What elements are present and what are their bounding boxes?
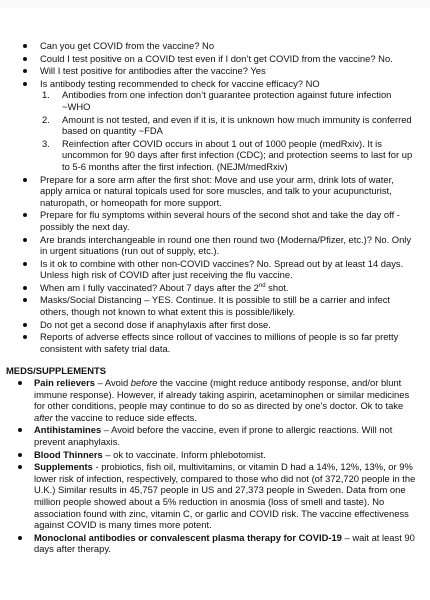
item-text: Reinfection after COVID occurs in about 1 out of 1000 people (medRxiv). It is uncommon for 90 days after first infection (CDC); and protection seems to last for up to 5-6 months after the first infection. (NEJM/medRxiv) xyxy=(62,137,413,172)
faq-item xyxy=(12,65,417,77)
meds-item-text: – wait at least 90 days after therapy. xyxy=(34,531,415,555)
section-heading-meds: MEDS/SUPPLEMENTS xyxy=(6,365,107,377)
meds-item-text: the vaccine to reduce side effects. xyxy=(52,411,197,423)
faq-text: Could I test positive on a COVID test even if I don’t get COVID from the vaccine? No. xyxy=(40,52,393,64)
faq-text: Is it ok to combine with other non-COVID vaccines? No. Spread out by at least 14 days. Unless high risk of COVID after just receiving the flu vaccine. xyxy=(40,257,404,281)
item-text: Antibodies from one infection don’t guarantee protection against future infection ~WHO xyxy=(62,89,392,112)
top-edge xyxy=(0,0,430,8)
faq-text: shot. xyxy=(265,281,289,293)
faq-item xyxy=(12,174,417,209)
faq-text: Is antibody testing recommended to check for vaccine efficacy? NO xyxy=(40,77,320,89)
meds-item-text: – Avoid xyxy=(94,377,131,389)
faq-item xyxy=(12,319,417,331)
meds-list xyxy=(12,377,417,555)
item-number: 2. xyxy=(42,113,50,125)
faq-text: Will I test positive for antibodies after the vaccine? Yes xyxy=(40,65,266,77)
numbered-item xyxy=(40,89,417,112)
faq-list xyxy=(12,40,417,354)
emphasis-before: before xyxy=(130,377,158,389)
faq-text: Prepare for flu symptoms within several hours of the second shot and take the day off - possibly the next day. xyxy=(40,209,400,232)
faq-item xyxy=(12,234,417,257)
faq-item xyxy=(12,40,417,52)
faq-text: When am I fully vaccinated? About 7 days after the 2 xyxy=(40,281,259,293)
meds-item-blood-thinners xyxy=(12,449,417,461)
faq-text: Prepare for a sore arm after the first shot: Move and use your arm, drink lots of water, apply arnica or natural topicals used for sore muscles, and talk to your acupuncturist, naturopath, or homeopath for more support. xyxy=(40,173,394,208)
faq-text: Are brands interchangeable in round one then round two (Moderna/Pfizer, etc.)? No. Only in urgent situations (run out of supply, etc.). xyxy=(40,233,412,257)
faq-text: Do not get a second dose if anaphylaxis after first dose. xyxy=(40,318,271,330)
faq-text: Masks/Social Distancing – YES. Continue. It is possible to still be a carrier and infect others, though not known to what extent this is possible/likely. xyxy=(40,294,390,318)
faq-item xyxy=(12,294,417,317)
meds-item-pain-relievers xyxy=(12,377,417,423)
item-number: 1. xyxy=(42,89,50,101)
meds-item-title: Supplements xyxy=(34,461,93,473)
meds-item-text: – ok to vaccinate. Inform phlebotomist. xyxy=(102,448,266,460)
meds-item-text: – Avoid before the vaccine, even if prone to allergic reactions. Will not prevent anaphylaxis. xyxy=(34,424,393,447)
ordinal-suffix: nd xyxy=(258,282,266,289)
numbered-item xyxy=(40,114,417,137)
antibody-reasons-list xyxy=(40,89,417,172)
item-number: 3. xyxy=(42,137,50,149)
emphasis-after: after xyxy=(34,411,53,423)
faq-item xyxy=(12,78,417,173)
item-text: Amount is not tested, and even if it is, it is unknown how much immunity is conferred based on quantity ~FDA xyxy=(62,113,412,137)
faq-text: Can you get COVID from the vaccine? No xyxy=(40,40,215,51)
faq-item xyxy=(12,282,417,294)
faq-item xyxy=(12,258,417,281)
numbered-item xyxy=(40,138,417,173)
meds-item-title: Pain relievers xyxy=(34,377,95,389)
faq-item xyxy=(12,331,417,354)
meds-item-supplements xyxy=(12,461,417,531)
faq-text: Reports of adverse effects since rollout of vaccines to millions of people is so far pretty consistent with safety trial data. xyxy=(40,331,399,354)
meds-item-text: the vaccine (might reduce antibody response, and/or blunt immune response). However, if already taking aspirin, acetaminophen or similar medicines for other conditions, people may continue to do so as directed by one's doctor. Ok to take xyxy=(34,377,410,412)
meds-item-monoclonal xyxy=(12,532,417,555)
faq-item xyxy=(12,53,417,65)
meds-item-title: Blood Thinners xyxy=(34,448,103,460)
meds-item-text: - probiotics, fish oil, multivitamins, or vitamin D had a 14%, 12%, 13%, or 9% lower risk of infection, respectively, compared to those who did not (of 372,720 people in the U.K.) Similar results in 45,757 people in US and 27,373 people in Sweden. Data from one million people showed about a 5% reduction in anosmia (loss of smell and taste). No association found with zinc, vitamin C, or garlic and COVID risk. The vaccine effectiveness against COVID is many times more potent. xyxy=(34,461,416,531)
meds-item-title: Antihistamines xyxy=(34,424,102,436)
document-page xyxy=(6,40,417,556)
faq-item xyxy=(12,209,417,232)
meds-item-title: Monoclonal antibodies or convalescent plasma therapy for COVID-19 xyxy=(34,531,342,543)
meds-item-antihistamines xyxy=(12,424,417,447)
